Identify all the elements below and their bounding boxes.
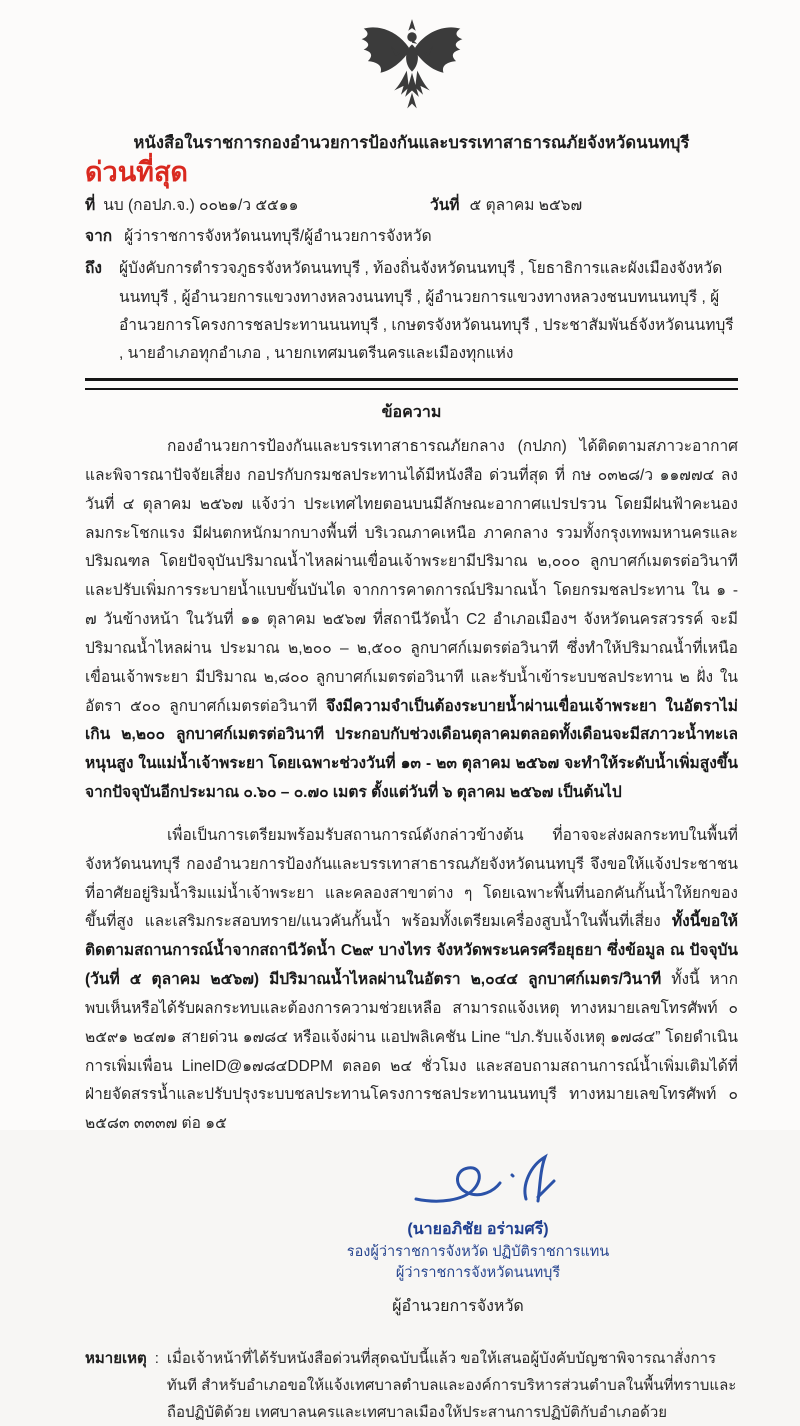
- ref-label: ที่: [85, 197, 96, 215]
- note-text: เมื่อเจ้าหน้าที่ได้รับหนังสือด่วนที่สุดฉบับนี้แล้ว ขอให้เสนอผู้บังคับบัญชาพิจารณาสั่งการทันที สำหรับอำเภอขอให้แจ้งเทศบาลตำบลและองค์การบริหารส่วนตำบลในพื้นที่ทราบและถือปฏิบัติด้วย เทศบาลนครและเทศบาลเมืองให้ประสานการปฏิบัติกับอำเภอด้วย: [166, 1350, 737, 1422]
- from-value: ผู้ว่าราชการจังหวัดนนทบุรี/ผู้อำนวยการจังหวัด: [124, 228, 432, 246]
- signer-name: (นายอภิชัย อร่ามศรี): [407, 1221, 549, 1239]
- from-label: จาก: [85, 228, 113, 246]
- handwritten-signature-icon: [343, 1153, 643, 1216]
- body-header: ข้อความ: [381, 404, 442, 422]
- signer-role-1: รองผู้ว่าราชการจังหวัด ปฏิบัติราชการแทน: [346, 1244, 610, 1261]
- body-paragraph-1: [85, 433, 738, 808]
- emblem-container: [85, 16, 738, 126]
- note-colon: :: [154, 1350, 159, 1368]
- signature-block: [313, 1153, 643, 1319]
- urgency-stamp: ด่วนที่สุด: [85, 157, 188, 187]
- date-label: วันที่: [430, 197, 460, 215]
- double-rule-separator: [85, 378, 738, 390]
- body-paragraph-2: [85, 822, 738, 1139]
- note-label: หมายเหตุ: [85, 1350, 147, 1368]
- reference-number: [85, 192, 430, 217]
- reference-line: [85, 192, 738, 217]
- footer-note: [85, 1345, 738, 1426]
- garuda-emblem-icon: [349, 108, 475, 125]
- ref-value: นบ (กอปภ.จ.) ๐๐๒๑/ว ๕๕๑๑: [103, 197, 299, 215]
- p1-run-bold: จึงมีความจำเป็นต้องระบายน้ำผ่านเขื่อนเจ้าพระยา ในอัตราไม่เกิน ๒,๒๐๐ ลูกบาศก์เมตรต่อวินาที ประกอบกับช่วงเดือนตุลาคมตลอดทั้งเดือนจะมีสภาวะน้ำทะเลหนุนสูง ในแม่น้ำเจ้าพระยา โดยเฉพาะช่วงวันที่ ๑๓ - ๒๓ ตุลาคม ๒๕๖๗ จะทำให้ระดับน้ำเพิ่มสูงขึ้นจากปัจจุบันอีกประมาณ ๐.๖๐ – ๐.๗๐ เมตร ตั้งแต่วันที่ ๖ ตุลาคม ๒๕๖๗ เป็นต้นไป: [85, 697, 738, 802]
- to-label: ถึง: [85, 260, 102, 278]
- p1-run-normal: กองอำนวยการป้องกันและบรรเทาสาธารณภัยกลาง (กปภก) ได้ติดตามสภาวะอากาศ และพิจารณาปัจจัยเสี่ยง กอปรกับกรมชลประทานได้มีหนังสือ ด่วนที่สุด ที่ กษ ๐๓๒๘/ว ๑๑๗๗๔ ลงวันที่ ๔ ตุลาคม ๒๕๖๗ แจ้งว่า ประเทศไทยตอนบนมีลักษณะอากาศแปรปรวน โดยมีฝนฟ้าคะนอง ลมกระโชกแรง มีฝนตกหนักมากบางพื้นที่ บริเวณภาคเหนือ ภาคกลาง รวมทั้งกรุงเทพมหานครและปริมณฑล โดยปัจจุบันปริมาณน้ำไหลผ่านเขื่อนเจ้าพระยามีปริมาณ ๒,๐๐๐ ลูกบาศก์เมตรต่อวินาที และปรับเพิ่มการระบายน้ำแบบขั้นบันได จากการคาดการณ์ปริมาณน้ำ โดยกรมชลประทาน ใน ๑ - ๗ วันข้างหน้า ในวันที่ ๑๑ ตุลาคม ๒๕๖๗ ที่สถานีวัดน้ำ C2 อำเภอเมืองฯ จังหวัดนครสวรรค์ จะมีปริมาณน้ำไหลผ่าน ประมาณ ๒,๒๐๐ – ๒,๕๐๐ ลูกบาศก์เมตรต่อวินาที ซึ่งทำให้ปริมาณน้ำที่เหนือเขื่อนเจ้าพระยา มีปริมาณ ๒,๘๐๐ ลูกบาศก์เมตรต่อวินาที และรับน้ำเข้าระบบชลประทาน ๒ ฝั่ง ในอัตรา ๕๐๐ ลูกบาศก์เมตรต่อวินาที: [85, 438, 738, 715]
- to-block: [85, 255, 738, 368]
- from-line: [85, 223, 738, 248]
- p2-run-bold: ทั้งนี้ขอให้ติดตามสถานการณ์น้ำจากสถานีวัดน้ำ C๒๙ บางไทร จังหวัดพระนครศรีอยุธยา ซึ่งข้อมูล ณ ปัจจุบัน (วันที่ ๕ ตุลาคม ๒๕๖๗) มีปริมาณน้ำไหลผ่านในอัตรา ๒,๐๔๔ ลูกบาศก์เมตร/วินาที: [85, 913, 738, 989]
- p2-run-normal-2: ทั้งนี้ หากพบเห็นหรือได้รับผลกระทบและต้องการความช่วยเหลือ สามารถแจ้งเหตุ ทางหมายเลขโทรศัพท์ ๐ ๒๕๙๑ ๒๔๗๑ สายด่วน ๑๗๘๔ หรือแจ้งผ่าน แอปพลิเคชัน Line “ปภ.รับแจ้งเหตุ ๑๗๘๔” โดยดำเนินการเพิ่มเพื่อน LineID@๑๗๘๔DDPM ตลอด ๒๔ ชั่วโมง และสอบถามสถานการณ์น้ำเพิ่มเติมได้ที่ ฝ่ายจัดสรรน้ำและปรับปรุงระบบชลประทานโครงการชลประทานนนทบุรี ทางหมายเลขโทรศัพท์ ๐ ๒๕๘๓ ๓๓๓๗ ต่อ ๑๕: [85, 971, 738, 1133]
- p2-run-normal-1: เพื่อเป็นการเตรียมพร้อมรับสถานการณ์ดังกล่าวข้างต้น ที่อาจจะส่งผลกระทบในพื้นที่จังหวัดนนทบุรี กองอำนวยการป้องกันและบรรเทาสาธารณภัยจังหวัดนนทบุรี จึงขอให้แจ้งประชาชนที่อาศัยอยู่ริมน้ำริมแม่น้ำเจ้าพระยา และคลองสาขาต่าง ๆ โดยเฉพาะพื้นที่นอกคันกั้นน้ำให้ยกของขึ้นที่สูง และเสริมกระสอบทราย/แนวคันกั้นน้ำ พร้อมทั้งเตรียมเครื่องสูบน้ำในพื้นที่เสี่ยง: [85, 826, 738, 931]
- letterhead-title: หนังสือในราชการกองอำนวยการป้องกันและบรรเทาสาธารณภัยจังหวัดนนทบุรี: [133, 134, 690, 152]
- date-value: ๕ ตุลาคม ๒๕๖๗: [469, 197, 583, 215]
- signer-role-2: ผู้ว่าราชการจังหวัดนนทบุรี: [395, 1265, 561, 1282]
- to-value: ผู้บังคับการตำรวจภูธรจังหวัดนนทบุรี , ท้องถิ่นจังหวัดนนทบุรี , โยธาธิการและผังเมืองจังหวัดนนทบุรี , ผู้อำนวยการแขวงทางหลวงนนทบุรี , ผู้อำนวยการแขวงทางหลวงชนบทนนทบุรี , ผู้อำนวยการโครงการชลประทานนนทบุรี , เกษตรจังหวัดนนทบุรี , ประชาสัมพันธ์จังหวัดนนทบุรี , นายอำเภอทุกอำเภอ , นายกเทศมนตรีนครและเมืองทุกแห่ง: [119, 260, 734, 362]
- signer-position: ผู้อำนวยการจังหวัด: [392, 1298, 524, 1316]
- letter-date: [430, 192, 582, 217]
